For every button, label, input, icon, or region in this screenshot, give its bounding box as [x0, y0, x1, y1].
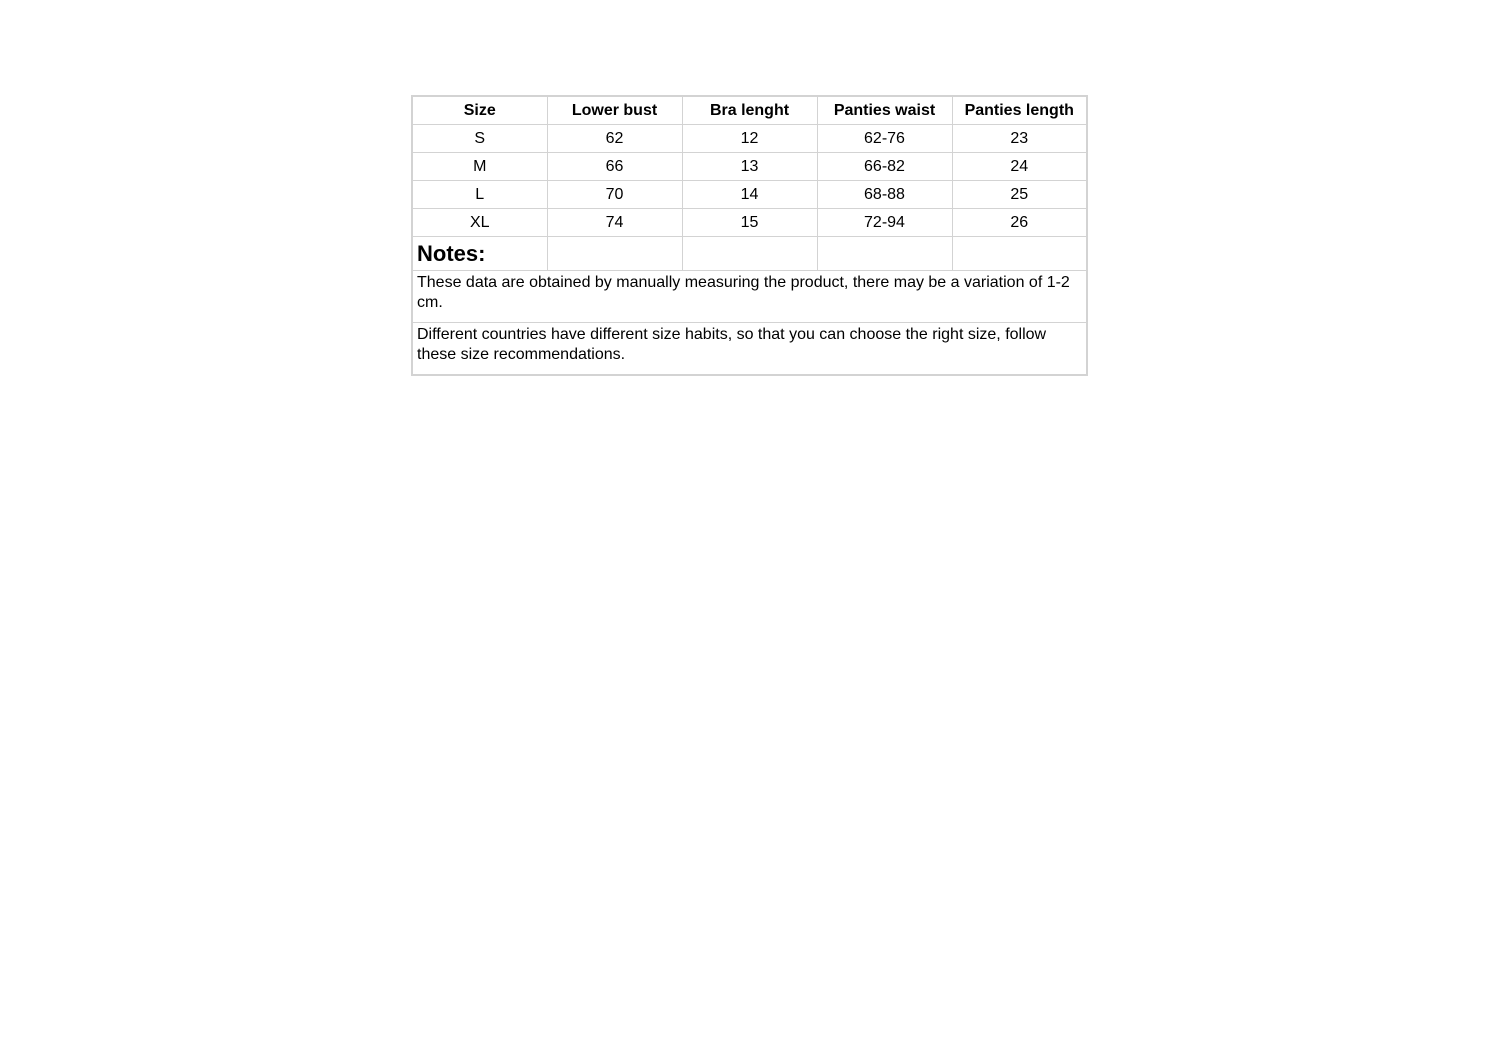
- table-row: [412, 153, 1087, 181]
- cell-panties-waist: 72-94: [817, 209, 952, 237]
- header-size: Size: [412, 96, 547, 125]
- cell-bra-length: 13: [682, 153, 817, 181]
- cell-size: XL: [412, 209, 547, 237]
- table-row: [412, 125, 1087, 153]
- empty-cell: [952, 237, 1087, 271]
- empty-cell: [547, 237, 682, 271]
- size-chart-table: [411, 95, 1088, 376]
- notes-title-row: [412, 237, 1087, 271]
- notes-title: Notes:: [412, 237, 547, 271]
- cell-size: L: [412, 181, 547, 209]
- cell-bra-length: 14: [682, 181, 817, 209]
- cell-size: M: [412, 153, 547, 181]
- note-measurement-variation: These data are obtained by manually measuring the product, there may be a variation of 1-2 cm.: [412, 271, 1087, 323]
- table-header-row: [412, 96, 1087, 125]
- cell-panties-waist: 62-76: [817, 125, 952, 153]
- note-size-recommendation: Different countries have different size habits, so that you can choose the right size, follow these size recommendations.: [412, 323, 1087, 376]
- table-row: [412, 181, 1087, 209]
- cell-panties-length: 24: [952, 153, 1087, 181]
- cell-panties-length: 26: [952, 209, 1087, 237]
- empty-cell: [682, 237, 817, 271]
- header-panties-waist: Panties waist: [817, 96, 952, 125]
- cell-lower-bust: 66: [547, 153, 682, 181]
- cell-panties-waist: 66-82: [817, 153, 952, 181]
- cell-lower-bust: 70: [547, 181, 682, 209]
- cell-panties-length: 23: [952, 125, 1087, 153]
- cell-panties-waist: 68-88: [817, 181, 952, 209]
- cell-lower-bust: 62: [547, 125, 682, 153]
- table-row: [412, 209, 1087, 237]
- cell-bra-length: 12: [682, 125, 817, 153]
- cell-panties-length: 25: [952, 181, 1087, 209]
- note-row: [412, 271, 1087, 323]
- note-row: [412, 323, 1087, 376]
- header-bra-length: Bra lenght: [682, 96, 817, 125]
- empty-cell: [817, 237, 952, 271]
- header-lower-bust: Lower bust: [547, 96, 682, 125]
- cell-lower-bust: 74: [547, 209, 682, 237]
- cell-bra-length: 15: [682, 209, 817, 237]
- header-panties-length: Panties length: [952, 96, 1087, 125]
- cell-size: S: [412, 125, 547, 153]
